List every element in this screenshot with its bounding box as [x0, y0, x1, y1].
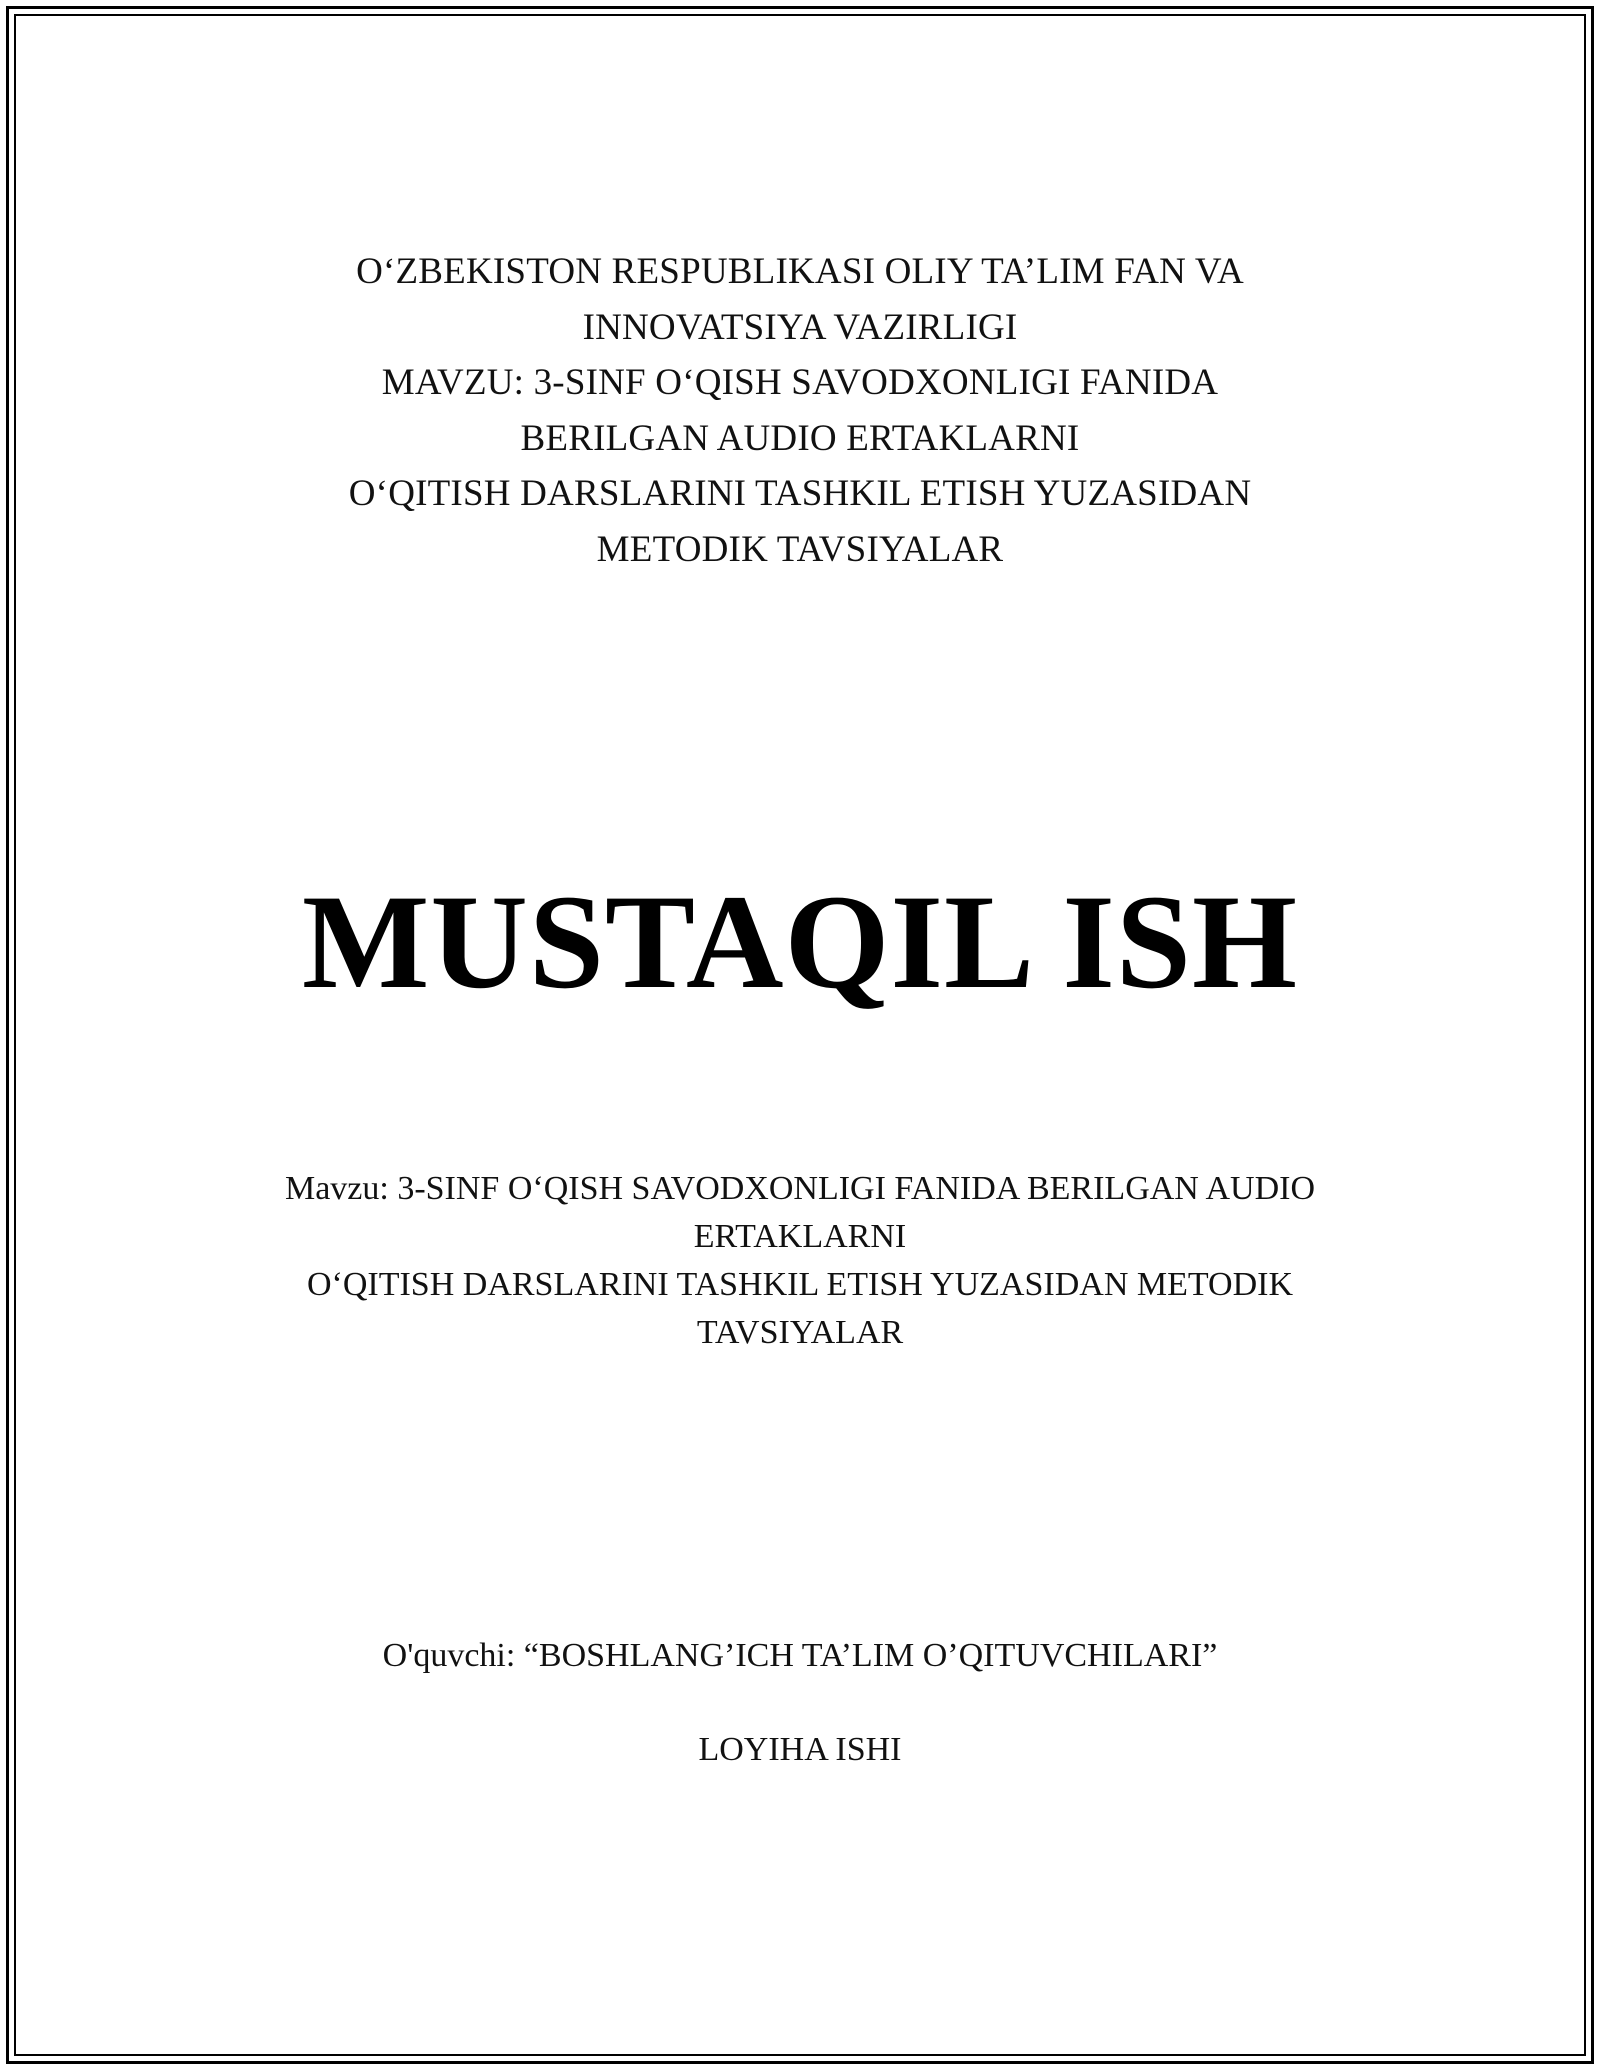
subject-line: TAVSIYALAR — [696, 1314, 904, 1351]
document-title: MUSTAQIL ISH — [301, 868, 1299, 1017]
header-line: MAVZU: 3-SINF O‘QISH SAVODXONLIGI FANIDA — [381, 362, 1219, 403]
project-label: LOYIHA ISHI — [698, 1731, 902, 1768]
subject-line: O‘QITISH DARSLARINI TASHKIL ETISH YUZASIDAN METODIK — [306, 1266, 1294, 1303]
header-line: O‘QITISH DARSLARINI TASHKIL ETISH YUZASIDAN — [348, 473, 1252, 514]
subject-line: Mavzu: 3-SINF O‘QISH SAVODXONLIGI FANIDA BERILGAN AUDIO — [284, 1170, 1316, 1207]
subject-line: ERTAKLARNI — [693, 1218, 907, 1255]
header-line: O‘ZBEKISTON RESPUBLIKASI OLIY TA’LIM FAN VA — [356, 251, 1244, 292]
header-line: BERILGAN AUDIO ERTAKLARNI — [520, 417, 1080, 459]
subject-block — [0, 1165, 1600, 1357]
header-line: INNOVATSIYA VAZIRLIGI — [582, 306, 1018, 348]
ministry-header — [0, 244, 1600, 577]
header-line: METODIK TAVSIYALAR — [596, 528, 1004, 570]
student-line: O'quvchi: “BOSHLANG’ICH TA’LIM O’QITUVCHILARI” — [382, 1637, 1218, 1674]
